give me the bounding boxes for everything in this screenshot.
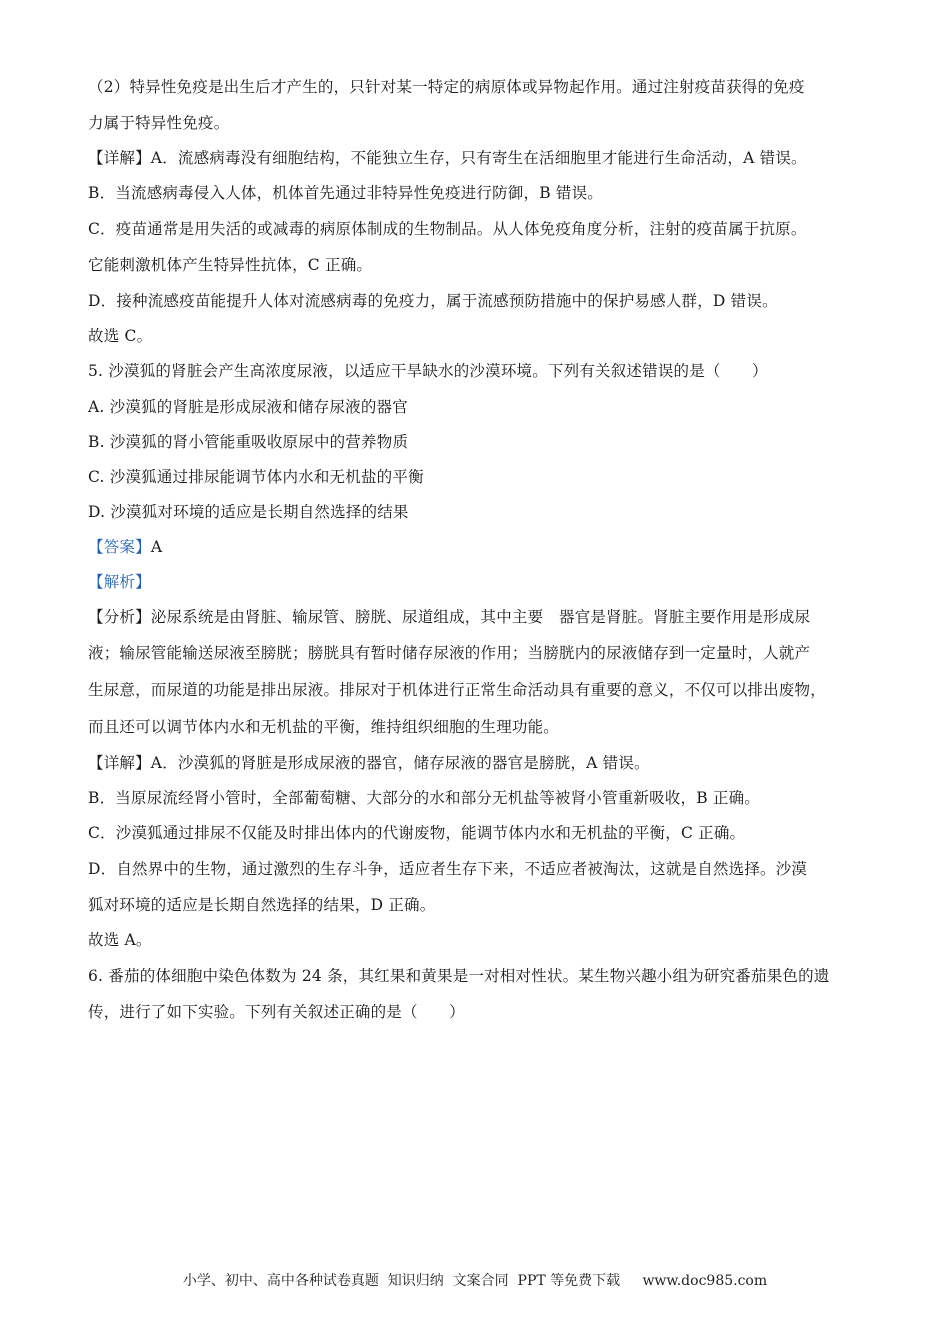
q6-stem-line: 传，进行了如下实验。下列有关叙述正确的是（ ）	[88, 1003, 465, 1021]
q5-analysis-line: 【分析】泌尿系统是由肾脏、输尿管、膀胱、尿道组成，其中主要 器官是肾脏。肾脏主要作用是形成尿	[88, 608, 811, 626]
q5-option-d: D. 沙漠狐对环境的适应是长期自然选择的结果	[88, 503, 409, 521]
q5-analysis-line: 而且还可以调节体内水和无机盐的平衡，维持组织细胞的生理功能。	[88, 718, 560, 736]
q4-conclusion: 故选 C。	[88, 327, 153, 345]
q5-analysis-line: 液；输尿管能输送尿液至膀胱；膀胱具有暂时储存尿液的作用；当膀胱内的尿液储存到一定量时，人就产	[88, 644, 811, 662]
answer-value: A	[150, 538, 163, 556]
analysis-tag: 【解析】	[88, 573, 151, 591]
q5-option-b: B. 沙漠狐的肾小管能重吸收原尿中的营养物质	[88, 433, 409, 451]
q5-analysis-line: 生尿意，而尿道的功能是排出尿液。排尿对于机体进行正常生命活动具有重要的意义，不仅可以排出废物，	[88, 681, 826, 699]
q5-detail-line: 【详解】A．沙漠狐的肾脏是形成尿液的器官，储存尿液的器官是膀胱，A 错误。	[88, 754, 650, 772]
q5-detail-line: 狐对环境的适应是长期自然选择的结果，D 正确。	[88, 896, 436, 914]
q4-detail-line: 【详解】A．流感病毒没有细胞结构，不能独立生存，只有寄生在活细胞里才能进行生命活动，A 错误。	[88, 149, 807, 167]
q4-detail-line: D．接种流感疫苗能提升人体对流感病毒的免疫力，属于流感预防措施中的保护易感人群，D 错误。	[88, 292, 778, 310]
q4-detail-line: 它能刺激机体产生特异性抗体，C 正确。	[88, 256, 373, 274]
page-footer: 小学、初中、高中各种试卷真题 知识归纳 文案合同 PPT 等免费下载 www.doc985.com	[182, 1273, 768, 1289]
answer-tag: 【答案】	[88, 538, 151, 556]
q5-option-a: A. 沙漠狐的肾脏是形成尿液和储存尿液的器官	[88, 398, 408, 416]
q5-answer	[88, 537, 162, 557]
q5-detail-line: D．自然界中的生物，通过激烈的生存斗争，适应者生存下来，不适应者被淘汰，这就是自然选择。沙漠	[88, 860, 808, 878]
q4-explanation-line: （2）特异性免疫是出生后才产生的，只针对某一特定的病原体或异物起作用。通过注射疫苗获得的免疫	[88, 78, 805, 96]
q5-detail-line: B．当原尿流经肾小管时，全部葡萄糖、大部分的水和部分无机盐等被肾小管重新吸收，B 正确。	[88, 789, 761, 807]
q5-option-c: C. 沙漠狐通过排尿能调节体内水和无机盐的平衡	[88, 468, 424, 486]
q6-stem-line: 6. 番茄的体细胞中染色体数为 24 条，其红果和黄果是一对相对性状。某生物兴趣小组为研究番茄果色的遗	[88, 967, 830, 985]
q5-stem: 5. 沙漠狐的肾脏会产生高浓度尿液，以适应干旱缺水的沙漠环境。下列有关叙述错误的是（ ）	[88, 362, 768, 380]
q4-detail-line: C．疫苗通常是用失活的或减毒的病原体制成的生物制品。从人体免疫角度分析，注射的疫苗属于抗原。	[88, 220, 807, 238]
q5-conclusion: 故选 A。	[88, 931, 152, 949]
q4-explanation-line: 力属于特异性免疫。	[88, 114, 230, 132]
q5-detail-line: C．沙漠狐通过排尿不仅能及时排出体内的代谢废物，能调节体内水和无机盐的平衡，C 正确。	[88, 824, 746, 842]
q4-detail-line: B．当流感病毒侵入人体，机体首先通过非特异性免疫进行防御，B 错误。	[88, 184, 604, 202]
